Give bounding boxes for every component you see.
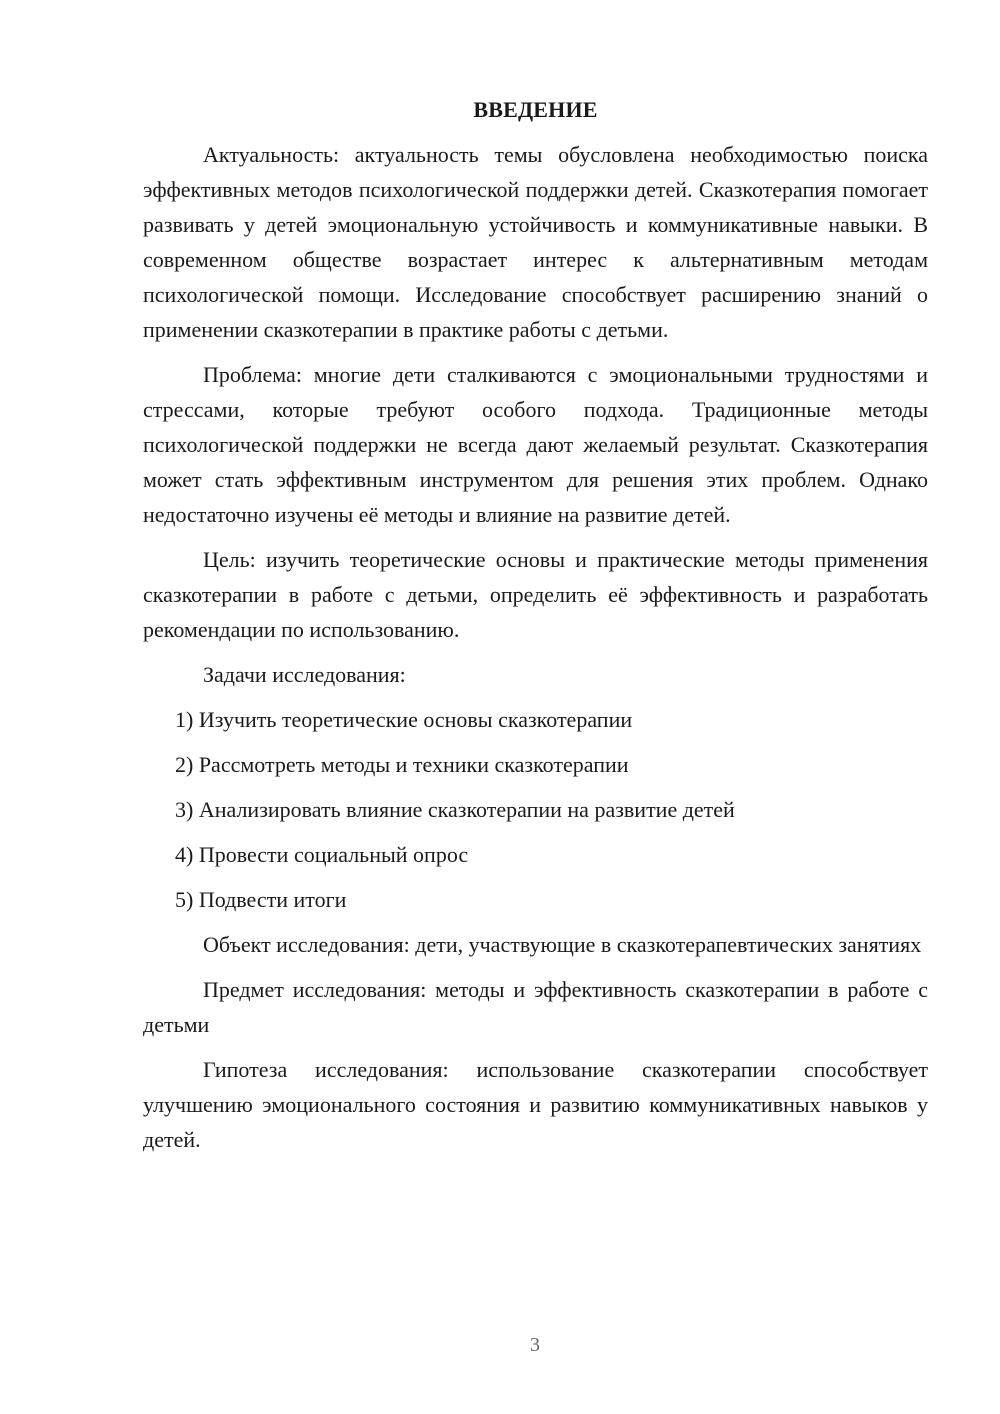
- list-item: 2) Рассмотреть методы и техники сказкотерапии: [175, 752, 629, 777]
- page-number: 3: [530, 1334, 540, 1356]
- problem-paragraph: Проблема: многие дети сталкиваются с эмоциональными трудностями и стрессами, которые требуют особого подхода. Традиционные методы психологической поддержки не всегда дают желаемый результат. Сказкотерапия может стать эффективным инструментом для решения этих проблем. Однако недостаточно изучены её методы и влияние на развитие детей.: [143, 362, 928, 527]
- list-item: 5) Подвести итоги: [175, 887, 347, 912]
- hypothesis-paragraph: Гипотеза исследования: использование сказкотерапии способствует улучшению эмоционального состояния и развитию коммуникативных навыков у детей.: [143, 1057, 928, 1152]
- relevance-paragraph: Актуальность: актуальность темы обусловлена необходимостью поиска эффективных методов психологической поддержки детей. Сказкотерапия помогает развивать у детей эмоциональную устойчивость и коммуникативные навыки. В современном обществе возрастает интерес к альтернативным методам психологической помощи. Исследование способствует расширению знаний о применении сказкотерапии в практике работы с детьми.: [143, 142, 928, 342]
- tasks-list: [143, 702, 928, 917]
- goal-paragraph: Цель: изучить теоретические основы и практические методы применения сказкотерапии в работе с детьми, определить её эффективность и разработать рекомендации по использованию.: [143, 547, 928, 642]
- tasks-heading: Задачи исследования:: [203, 662, 406, 687]
- list-item: 4) Провести социальный опрос: [175, 842, 469, 867]
- page-title: ВВЕДЕНИЕ: [473, 97, 598, 122]
- list-item: 3) Анализировать влияние сказкотерапии на развитие детей: [175, 797, 735, 822]
- object-paragraph: Объект исследования: дети, участвующие в сказкотерапевтических занятиях: [203, 932, 922, 957]
- list-item: 1) Изучить теоретические основы сказкотерапии: [175, 707, 633, 732]
- subject-paragraph: Предмет исследования: методы и эффективность сказкотерапии в работе с детьми: [143, 977, 928, 1037]
- document-page: [143, 95, 928, 1167]
